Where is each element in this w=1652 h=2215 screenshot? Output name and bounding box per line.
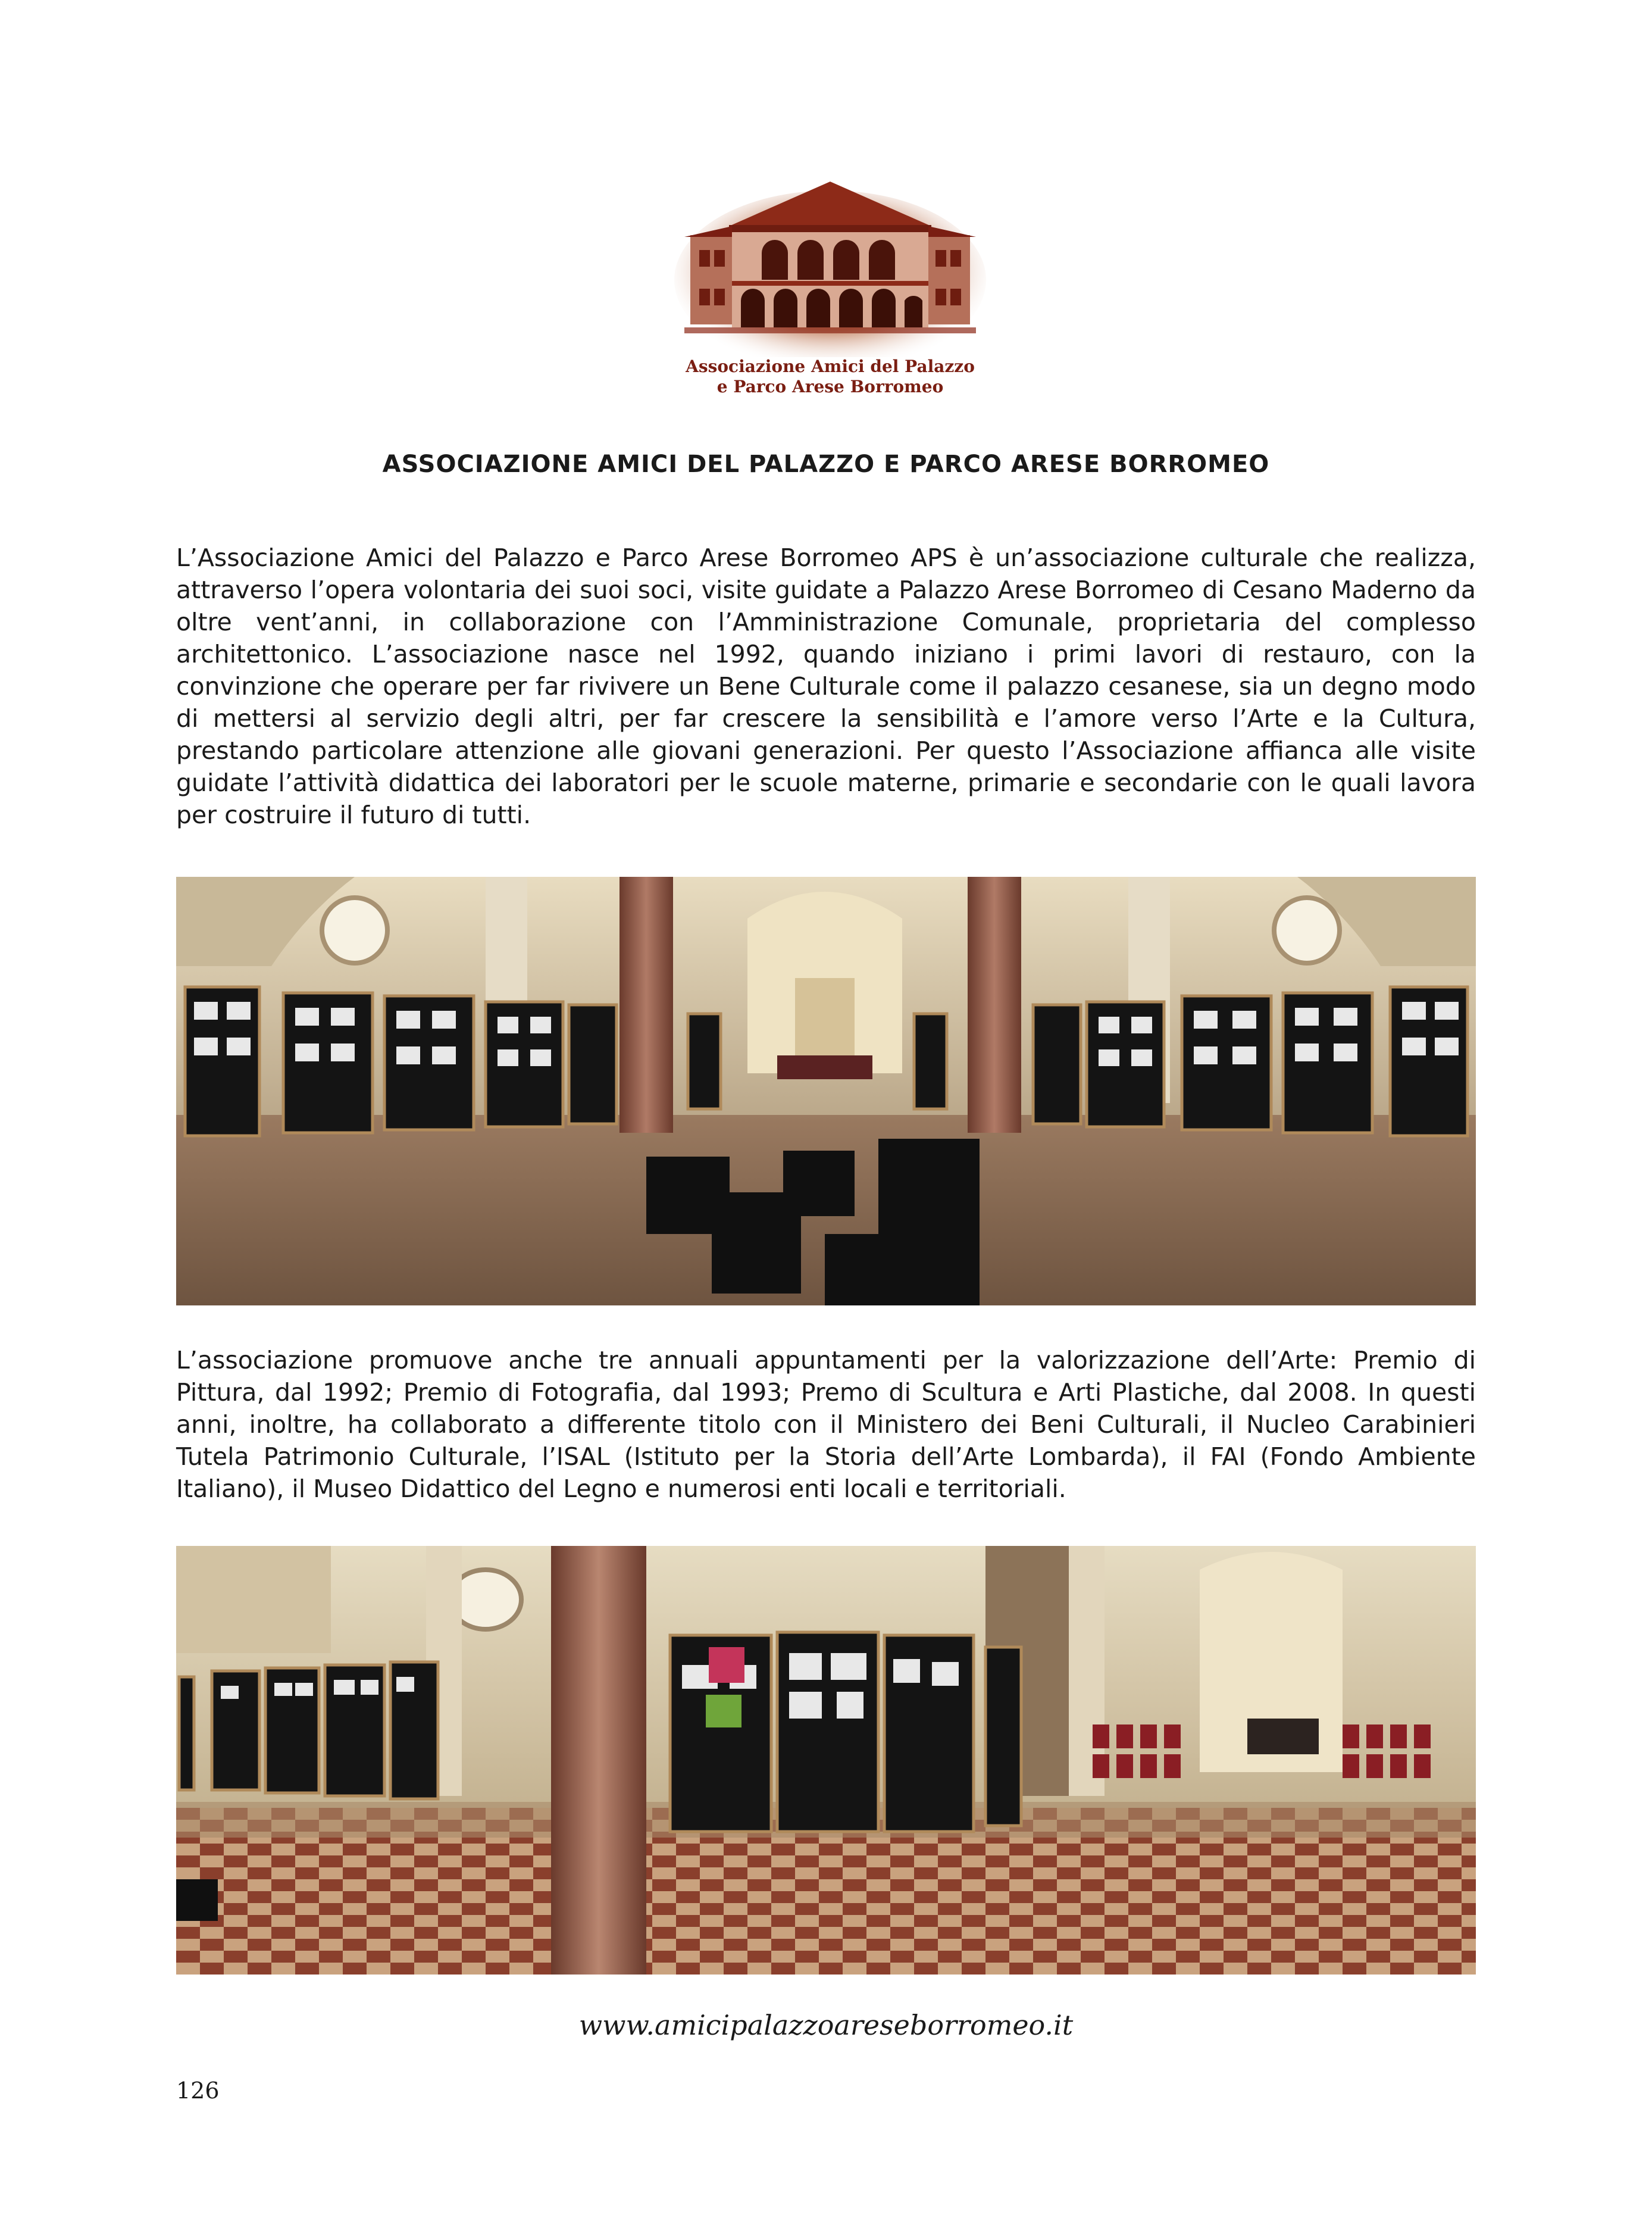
page-heading: ASSOCIAZIONE AMICI DEL PALAZZO E PARCO ARESE BORROMEO [382, 451, 1270, 478]
logo-caption-line1: Associazione Amici del Palazzo [686, 357, 975, 376]
palazzo-illustration [672, 179, 988, 357]
page-number: 126 [176, 2077, 220, 2104]
exhibition-photo-1 [176, 877, 1476, 1305]
intro-paragraph: L’Associazione Amici del Palazzo e Parco Arese Borromeo APS è un’associazione culturale che realizza, attraverso l’opera volontaria dei suoi soci, visite guidate a Palazzo Arese Borromeo di Cesano Maderno da oltre vent’anni, in collaborazione con l’Amministrazione Comunale, proprietaria del complesso architettonico. L’associazione nasce nel 1992, quando iniziano i primi lavori di restauro, con la convinzione che operare per far rivivere un Bene Culturale come il palazzo cesanese, sia un degno modo di mettersi al servizio degli altri, per far crescere la sensibilità e l’amore verso l’Arte e la Cultura, prestando particolare attenzione alle giovani generazioni. Per questo l’Associazione affianca alle visite guidate l’attività didattica dei laboratori per le scuole materne, primarie e secondarie con le quali lavora per costruire il futuro di tutti. [176, 543, 1476, 829]
association-logo [672, 179, 988, 400]
exhibition-photo-2 [176, 1546, 1476, 1975]
logo-caption-line2: e Parco Arese Borromeo [717, 377, 944, 396]
activities-paragraph: L’associazione promuove anche tre annuali appuntamenti per la valorizzazione dell’Arte: Premio di Pittura, dal 1992; Premio di Fotografia, dal 1993; Premo di Scultura e Arti Plastiche, dal 2008. In questi anni, inoltre, ha collaborato a differente titolo con il Ministero dei Beni Culturali, il Nucleo Carabinieri Tutela Patrimonio Culturale, l’ISAL (Istituto per la Storia dell’Arte Lombarda), il FAI (Fondo Ambiente Italiano), il Museo Didattico del Legno e numerosi enti locali e territoriali. [176, 1346, 1476, 1503]
website-url: www.amicipalazzoareseborromeo.it [578, 2009, 1074, 2041]
